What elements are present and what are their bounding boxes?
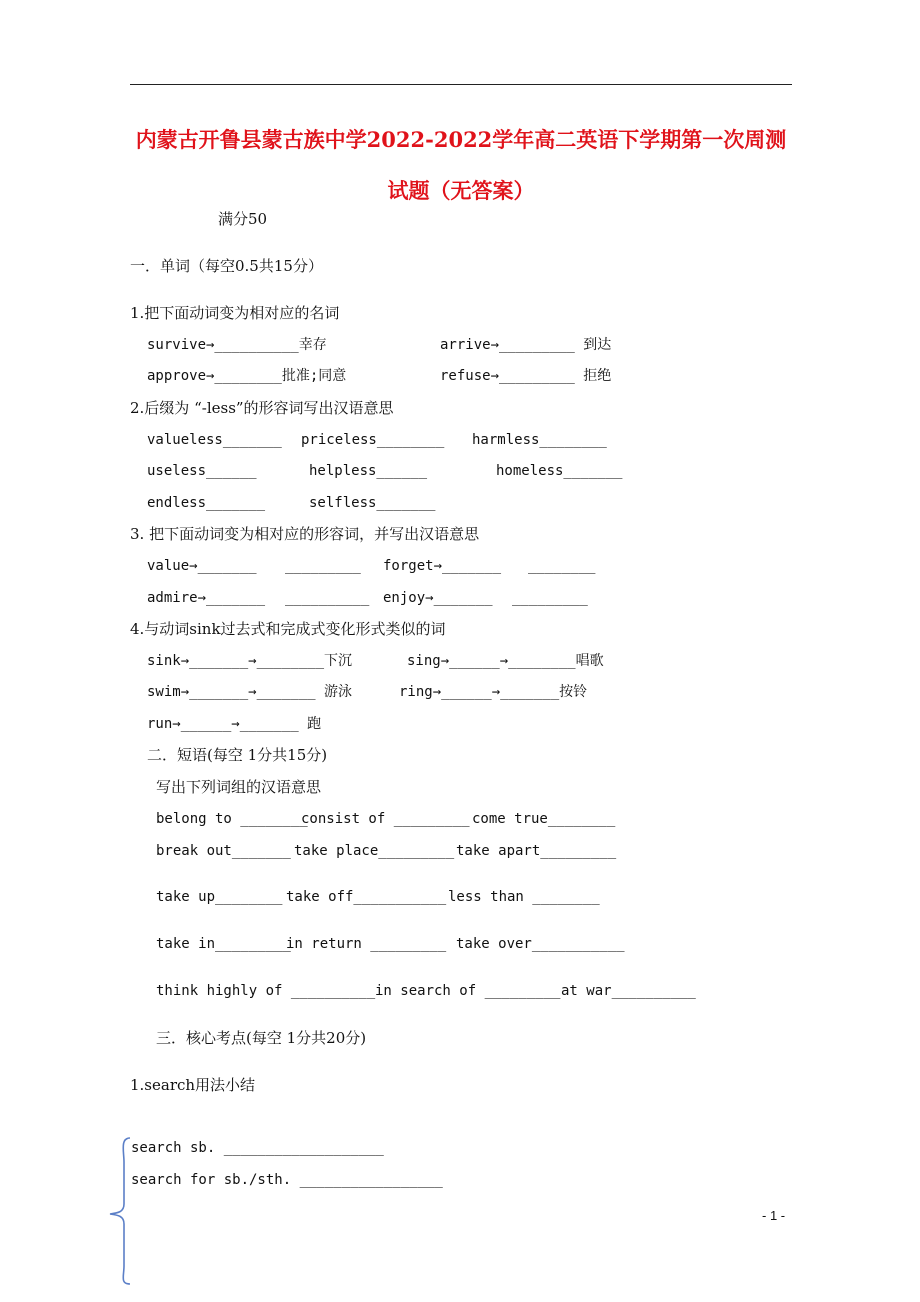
q3-item: value→_______ [147,558,257,574]
q4-item: sing→______→________唱歌 [407,653,604,669]
q2-item: endless_______ [147,495,266,511]
phrase-item: break out_______ [156,843,291,859]
phrase-item: take in_________ [156,936,291,952]
q2-item: useless______ [147,463,257,479]
phrase-item: less than ________ [448,889,600,905]
phrase-item: think highly of __________ [156,983,376,999]
search-usage-item: search for sb./sth. _________________ [131,1172,443,1188]
q4-prompt: 4.与动词sink过去式和完成式变化形式类似的词 [130,620,446,638]
phrase-item: in return _________ [286,936,447,952]
q2-item: homeless_______ [496,463,623,479]
q2-item: harmless________ [472,432,607,448]
phrase-item: take place_________ [294,843,455,859]
section2-prompt: 写出下列词组的汉语意思 [156,778,322,796]
q4-item: ring→______→_______按铃 [399,684,588,700]
phrase-item: belong to ________ [156,811,308,827]
phrase-item: consist of _________ [301,811,470,827]
q2-item: helpless______ [309,463,428,479]
section3-q1-prompt: 1.search用法小结 [130,1076,256,1094]
phrase-item: in search of _________ [375,983,561,999]
q3-prompt: 3. 把下面动词变为相对应的形容词，并写出汉语意思 [130,525,480,543]
section3-heading: 三．核心考点(每空 1分共20分) [156,1029,367,1047]
section1-heading: 一．单词（每空0.5共15分） [130,257,323,275]
phrase-item: take apart_________ [456,843,617,859]
q4-item: swim→_______→_______ 游泳 [147,684,353,700]
q2-item: valueless_______ [147,432,282,448]
phrase-item: take over___________ [456,936,625,952]
phrase-item: at war__________ [561,983,696,999]
q4-item: run→______→_______ 跑 [147,716,322,732]
phrase-item: come true________ [472,811,616,827]
q1-item: approve→________批准;同意 [147,368,347,384]
header-rule [130,84,792,85]
doc-title-line1: 内蒙古开鲁县蒙古族中学2022-2022学年高二英语下学期第一次周测 [135,127,787,152]
q1-item: refuse→_________ 拒绝 [440,368,612,384]
doc-title-line2: 试题（无答案） [387,178,535,203]
section2-heading: 二．短语(每空 1分共15分) [147,746,328,764]
q2-item: selfless_______ [309,495,436,511]
q1-item: survive→__________幸存 [147,337,327,353]
q3-item: forget→_______ [383,558,502,574]
q3-item: enjoy→_______ [383,590,493,606]
search-usage-item: search sb. ___________________ [131,1140,384,1156]
phrase-item: take off___________ [286,889,447,905]
q1-item: arrive→_________ 到达 [440,337,612,353]
page-number: - 1 - [762,1208,786,1223]
phrase-item: take up________ [156,889,283,905]
q1-prompt: 1.把下面动词变为相对应的名词 [130,304,340,322]
q3-item: admire→_______ [147,590,266,606]
q3-item: ________ [528,558,596,574]
full-score: 满分50 [218,210,268,228]
q3-item: _________ [285,558,361,574]
q4-item: sink→_______→________下沉 [147,653,353,669]
q3-item: _________ [512,590,588,606]
q2-prompt: 2.后缀为 “-less”的形容词写出汉语意思 [130,399,394,417]
q3-item: __________ [285,590,370,606]
q2-item: priceless________ [301,432,445,448]
curly-brace-icon [108,1136,132,1286]
